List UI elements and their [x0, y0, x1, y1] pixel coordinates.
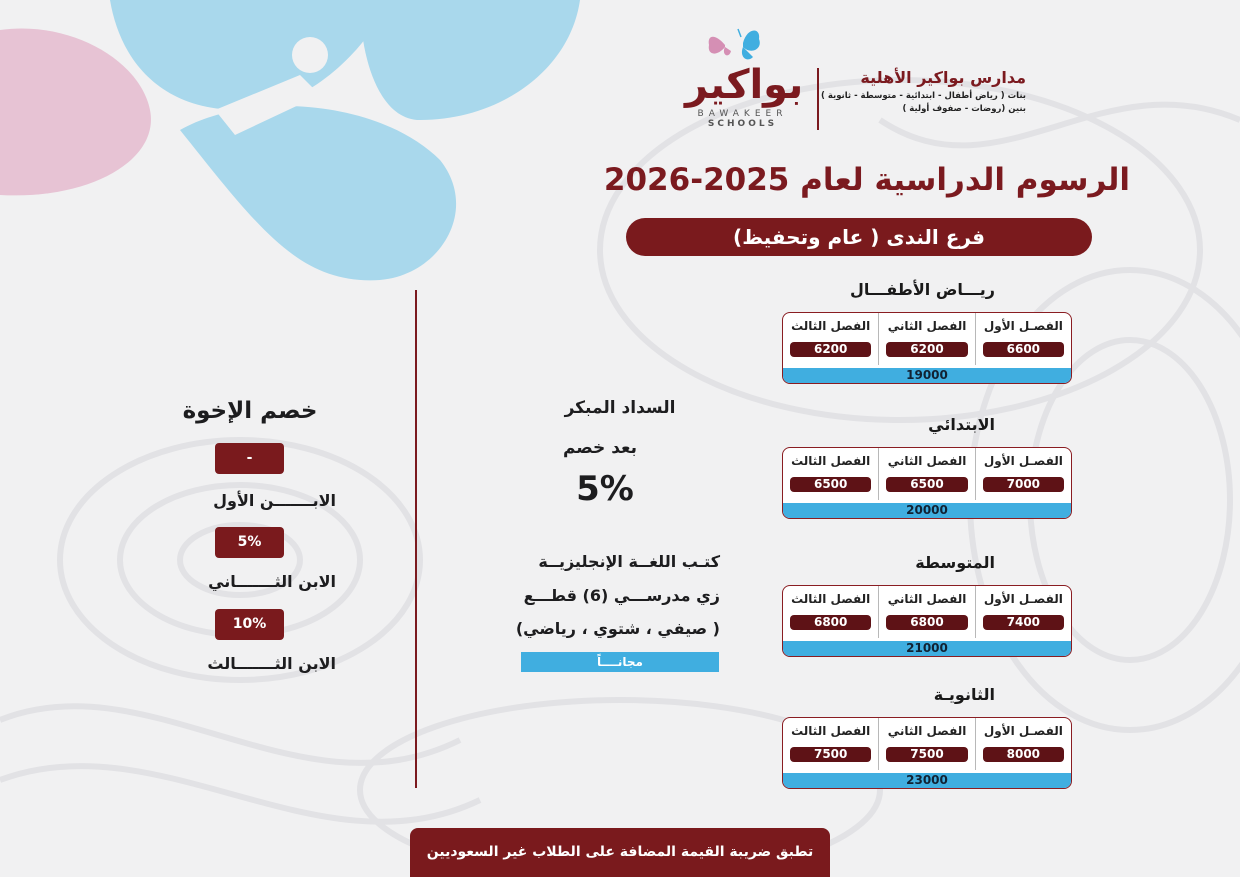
stage-total-fee: 20000: [783, 503, 1071, 518]
semester-label: الفصل الثاني: [887, 592, 967, 606]
semester-row: [783, 586, 1071, 638]
semester-fee: 7000: [983, 477, 1064, 492]
semester-label: الفصـل الأول: [983, 319, 1063, 333]
early-payment-percent: 5%: [576, 469, 634, 509]
semester-cell: [878, 313, 974, 365]
semester-label: الفصل الثاني: [887, 454, 967, 468]
stage-total-fee: 19000: [783, 368, 1071, 383]
discount-badge-second: 5%: [215, 527, 284, 558]
logo-arabic-text: بواكير: [685, 62, 804, 108]
semester-row: [783, 448, 1071, 500]
butterfly-icon: [703, 25, 763, 65]
semester-fee: 7500: [790, 747, 871, 762]
school-name: مدارس بواكير الأهلية: [860, 68, 1026, 87]
free-item-uniform: زي مدرســـي (6) قطـــع: [523, 586, 720, 605]
logo-english-schools: SCHOOLS: [707, 119, 778, 129]
semester-label: الفصـل الأول: [983, 454, 1063, 468]
semester-label: الفصل الثالث: [791, 454, 871, 468]
semester-cell: [975, 313, 1071, 365]
semester-cell: [783, 586, 878, 638]
stage-fee-box: [782, 717, 1072, 789]
school-sections-boys: بنين (روضات - صفوف أولية ): [902, 104, 1026, 114]
stage-title: ريـــاض الأطفـــال: [849, 280, 995, 299]
stage-title: المتوسطة: [915, 553, 995, 572]
school-info: [821, 66, 1026, 116]
semester-cell: [975, 448, 1071, 500]
semester-cell: [878, 448, 974, 500]
butterfly-decoration: [0, 0, 600, 290]
page-title: الرسوم الدراسية لعام 2025-2026: [603, 162, 1130, 198]
discount-badge-first: -: [215, 443, 284, 474]
vat-notice: تطبق ضريبة القيمة المضافة على الطلاب غير السعوديين: [410, 828, 830, 877]
semester-cell: [783, 313, 878, 365]
semester-cell: [975, 718, 1071, 770]
header-divider: [817, 68, 819, 130]
semester-row: [783, 718, 1071, 770]
stage-title: الثانويـة: [933, 685, 995, 704]
semester-fee: 6200: [790, 342, 871, 357]
semester-label: الفصـل الأول: [983, 592, 1063, 606]
school-sections-girls: بنات ( رياض أطفال - ابتدائية - متوسطة - ثانوية ): [821, 91, 1026, 101]
semester-cell: [878, 718, 974, 770]
semester-fee: 7400: [983, 615, 1064, 630]
logo-english-name: BAWAKEER: [697, 109, 788, 119]
column-divider: [415, 290, 417, 788]
semester-label: الفصل الثالث: [791, 319, 871, 333]
stage-fee-box: [782, 585, 1072, 657]
semester-row: [783, 313, 1071, 365]
semester-fee: 6500: [790, 477, 871, 492]
discount-badge-third: 10%: [215, 609, 284, 640]
semester-label: الفصل الثاني: [887, 724, 967, 738]
stage-title: الابتدائي: [928, 415, 995, 434]
school-logo: [685, 25, 804, 135]
stage-total-fee: 23000: [783, 773, 1071, 788]
siblings-discount-title: خصم الإخوة: [182, 398, 318, 424]
child-label-third: الابن الثـــــــالث: [207, 654, 336, 673]
semester-cell: [878, 586, 974, 638]
child-label-first: الابـــــــن الأول: [213, 491, 336, 510]
stage-total-fee: 21000: [783, 641, 1071, 656]
semester-cell: [783, 718, 878, 770]
semester-fee: 6800: [790, 615, 871, 630]
semester-cell: [783, 448, 878, 500]
stage-fee-box: [782, 447, 1072, 519]
free-badge: مجانــــاً: [521, 652, 719, 672]
semester-fee: 6800: [886, 615, 967, 630]
branch-banner: فرع الندى ( عام وتحفيظ): [626, 218, 1092, 256]
semester-fee: 6500: [886, 477, 967, 492]
stage-fee-box: [782, 312, 1072, 384]
free-item-uniform-types: ( صيفي ، شتوي ، رياضي): [515, 619, 720, 638]
child-label-second: الابن الثـــــــاني: [208, 572, 336, 591]
semester-fee: 6600: [983, 342, 1064, 357]
semester-label: الفصل الثالث: [791, 724, 871, 738]
semester-fee: 7500: [886, 747, 967, 762]
semester-label: الفصل الثاني: [887, 319, 967, 333]
semester-fee: 6200: [886, 342, 967, 357]
semester-label: الفصل الثالث: [791, 592, 871, 606]
early-payment-subtitle: بعد خصم: [562, 438, 638, 458]
early-payment-title: السداد المبكر: [564, 398, 676, 418]
semester-label: الفصـل الأول: [983, 724, 1063, 738]
semester-fee: 8000: [983, 747, 1064, 762]
semester-cell: [975, 586, 1071, 638]
free-item-books: كتـب اللغــة الإنجليزيــة: [538, 552, 720, 571]
